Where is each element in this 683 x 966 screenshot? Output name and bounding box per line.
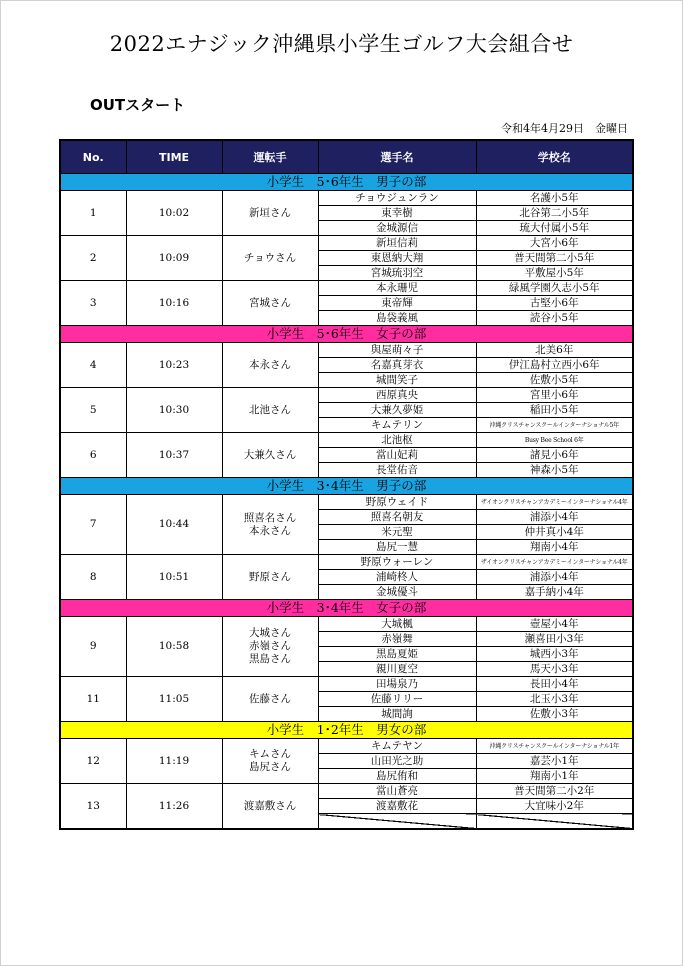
table-row — [60, 343, 633, 358]
player-name: 島尻侑和 — [318, 769, 476, 784]
school-name: 琉大付属小5年 — [476, 221, 633, 236]
player-name: 渡嘉敷花 — [318, 799, 476, 814]
section-label: 小学生 3･4年生 女子の部 — [60, 600, 633, 617]
driver-line: 北池さん — [249, 403, 291, 416]
driver-line: 本永さん — [249, 358, 291, 371]
school-name: Busy Bee School 6年 — [476, 433, 633, 448]
player-name: 名嘉真芽衣 — [318, 358, 476, 373]
driver-line: 本永さん — [249, 524, 291, 537]
section-label: 小学生 1･2年生 男女の部 — [60, 722, 633, 739]
driver-line: 赤嶺さん — [249, 640, 291, 652]
school-name: 長田小4年 — [476, 677, 633, 692]
school-name: 佐敷小5年 — [476, 373, 633, 388]
player-name: 西原真央 — [318, 388, 476, 403]
school-name: 古堅小6年 — [476, 296, 633, 311]
school-name: 翔南小4年 — [476, 540, 633, 555]
table-row — [60, 617, 633, 632]
school-name: 壺屋小4年 — [476, 617, 633, 632]
player-name: 新垣信莉 — [318, 236, 476, 251]
driver-name — [222, 343, 318, 388]
table-row — [60, 739, 633, 754]
tee-time: 10:51 — [126, 555, 222, 600]
section-row — [60, 600, 633, 617]
section-label: 小学生 3･4年生 男子の部 — [60, 478, 633, 495]
table-row — [60, 433, 633, 448]
driver-line: 大城さん — [249, 627, 291, 639]
header-no: No. — [60, 140, 126, 174]
tee-time: 10:30 — [126, 388, 222, 433]
driver-name — [222, 495, 318, 555]
start-label: OUTスタート — [90, 96, 186, 114]
driver-name — [222, 281, 318, 326]
driver-line: チョウさん — [243, 251, 297, 264]
driver-name — [222, 677, 318, 722]
player-name: 當山妃莉 — [318, 448, 476, 463]
school-name: 宮里小6年 — [476, 388, 633, 403]
table-row — [60, 236, 633, 251]
table-row — [60, 555, 633, 570]
player-name: 野原ウェイド — [318, 495, 476, 510]
player-name: 佐藤リリー — [318, 692, 476, 707]
school-name: 北谷第二小5年 — [476, 206, 633, 221]
page-title: 2022エナジック沖縄県小学生ゴルフ大会組合せ — [109, 32, 574, 56]
school-name: 北玉小3年 — [476, 692, 633, 707]
section-row — [60, 326, 633, 343]
driver-line: 新垣さん — [249, 206, 291, 219]
player-name: 金城源信 — [318, 221, 476, 236]
driver-name — [222, 555, 318, 600]
player-name: チョウジュンラン — [318, 191, 476, 206]
group-number: 7 — [60, 495, 126, 555]
school-name: 浦添小4年 — [476, 510, 633, 525]
header-time: TIME — [126, 140, 222, 174]
school-name: 普天間第二小2年 — [476, 784, 633, 799]
group-number: 2 — [60, 236, 126, 281]
player-name: 親川夏空 — [318, 662, 476, 677]
school-name: 神森小5年 — [476, 463, 633, 478]
tee-time: 10:09 — [126, 236, 222, 281]
player-name: 與屋萌々子 — [318, 343, 476, 358]
school-name: 沖縄クリスチャンスクールインターナショナル1年 — [476, 739, 633, 754]
table-row — [60, 281, 633, 296]
player-name: キムテリン — [318, 418, 476, 433]
header-school: 学校名 — [476, 140, 633, 174]
driver-line: キムさん — [249, 748, 291, 760]
school-name: 読谷小5年 — [476, 311, 633, 326]
school-name: 名護小5年 — [476, 191, 633, 206]
tee-time: 10:16 — [126, 281, 222, 326]
player-name: 城間詢 — [318, 707, 476, 722]
driver-name — [222, 191, 318, 236]
driver-name — [222, 388, 318, 433]
school-name: 馬天小3年 — [476, 662, 633, 677]
driver-line: 渡嘉敷さん — [243, 799, 297, 812]
player-name: 長堂佑音 — [318, 463, 476, 478]
player-name: 東帝輝 — [318, 296, 476, 311]
player-name: 野原ウォーレン — [318, 555, 476, 570]
empty-slot — [318, 814, 476, 830]
driver-line: 野原さん — [249, 570, 291, 583]
school-name: ザイオンクリスチャンアカデミーインターナショナル4年 — [476, 495, 633, 510]
group-number: 8 — [60, 555, 126, 600]
school-name: 浦添小4年 — [476, 570, 633, 585]
table-row — [60, 191, 633, 206]
tee-time: 10:58 — [126, 617, 222, 677]
player-name: 照喜名朝友 — [318, 510, 476, 525]
school-name: 普天間第二小5年 — [476, 251, 633, 266]
player-name: 當山蒼亮 — [318, 784, 476, 799]
pairing-table — [59, 139, 634, 830]
driver-line: 大兼久さん — [243, 448, 297, 461]
table-row — [60, 784, 633, 799]
school-name: ザイオンクリスチャンアカデミーインターナショナル4年 — [476, 555, 633, 570]
player-name: 田場泉乃 — [318, 677, 476, 692]
driver-line: 黒島さん — [249, 653, 291, 665]
tee-time: 10:23 — [126, 343, 222, 388]
school-name: 稲田小5年 — [476, 403, 633, 418]
group-number: 9 — [60, 617, 126, 677]
header-player: 選手名 — [318, 140, 476, 174]
school-name: 佐敷小3年 — [476, 707, 633, 722]
player-name: 本永珊児 — [318, 281, 476, 296]
driver-name — [222, 433, 318, 478]
tee-time: 10:44 — [126, 495, 222, 555]
group-number: 13 — [60, 784, 126, 830]
school-name: 大宜味小2年 — [476, 799, 633, 814]
section-label: 小学生 5･6年生 男子の部 — [60, 174, 633, 191]
school-name: 緑風学園久志小5年 — [476, 281, 633, 296]
player-name: 金城優斗 — [318, 585, 476, 600]
school-name: 平敷屋小5年 — [476, 266, 633, 281]
driver-line: 照喜名さん — [243, 511, 297, 524]
driver-line: 島尻さん — [249, 761, 291, 773]
section-label: 小学生 5･6年生 女子の部 — [60, 326, 633, 343]
player-name: 宮城琉羽空 — [318, 266, 476, 281]
table-body — [60, 174, 633, 830]
tee-time: 11:05 — [126, 677, 222, 722]
school-name: 北美6年 — [476, 343, 633, 358]
school-name: 仲井真小4年 — [476, 525, 633, 540]
tee-time: 11:19 — [126, 739, 222, 784]
player-name: 山田光之助 — [318, 754, 476, 769]
driver-line: 佐藤さん — [249, 692, 291, 705]
empty-slot — [476, 814, 633, 830]
group-number: 12 — [60, 739, 126, 784]
section-row — [60, 722, 633, 739]
school-name: 沖縄クリスチャンスクールインターナショナル5年 — [476, 418, 633, 433]
tee-time: 10:02 — [126, 191, 222, 236]
player-name: 北池枢 — [318, 433, 476, 448]
school-name: 嘉手納小4年 — [476, 585, 633, 600]
tee-time: 10:37 — [126, 433, 222, 478]
player-name: 東恩納大翔 — [318, 251, 476, 266]
driver-name — [222, 739, 318, 784]
tee-time: 11:26 — [126, 784, 222, 830]
player-name: 大城楓 — [318, 617, 476, 632]
player-name: 浦崎柊人 — [318, 570, 476, 585]
driver-name — [222, 617, 318, 677]
school-name: 伊江島村立西小6年 — [476, 358, 633, 373]
table-row — [60, 495, 633, 510]
player-name: キムテヤン — [318, 739, 476, 754]
player-name: 島尻一慧 — [318, 540, 476, 555]
table-row — [60, 677, 633, 692]
player-name: 東幸樹 — [318, 206, 476, 221]
table-row — [60, 388, 633, 403]
player-name: 島袋義風 — [318, 311, 476, 326]
player-name: 赤嶺舞 — [318, 632, 476, 647]
school-name: 大宮小6年 — [476, 236, 633, 251]
group-number: 3 — [60, 281, 126, 326]
player-name: 黒島夏姫 — [318, 647, 476, 662]
player-name: 大兼久夢姫 — [318, 403, 476, 418]
school-name: 嘉芸小1年 — [476, 754, 633, 769]
school-name: 翔南小1年 — [476, 769, 633, 784]
group-number: 11 — [60, 677, 126, 722]
driver-name — [222, 236, 318, 281]
school-name: 瀬喜田小3年 — [476, 632, 633, 647]
driver-name — [222, 784, 318, 830]
group-number: 5 — [60, 388, 126, 433]
player-name: 城間笑子 — [318, 373, 476, 388]
group-number: 1 — [60, 191, 126, 236]
table-header-row — [60, 140, 633, 174]
section-row — [60, 478, 633, 495]
group-number: 4 — [60, 343, 126, 388]
player-name: 米元聖 — [318, 525, 476, 540]
section-row — [60, 174, 633, 191]
school-name: 諸見小6年 — [476, 448, 633, 463]
header-driver: 運転手 — [222, 140, 318, 174]
school-name: 城西小3年 — [476, 647, 633, 662]
driver-line: 宮城さん — [249, 296, 291, 309]
group-number: 6 — [60, 433, 126, 478]
event-date: 令和4年4月29日 金曜日 — [501, 122, 628, 135]
